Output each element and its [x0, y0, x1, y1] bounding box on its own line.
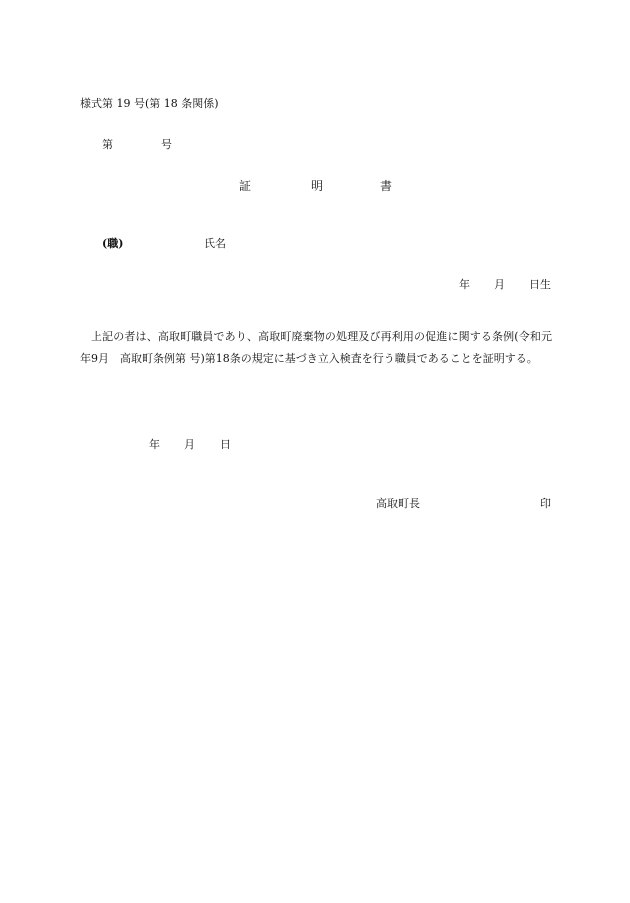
issue-month-label: 月: [184, 438, 195, 451]
birth-year-label: 年: [459, 278, 470, 291]
certificate-number-suffix: 号: [161, 138, 172, 151]
certificate-number-prefix: 第: [102, 138, 113, 151]
title-char-3: 書: [380, 179, 393, 193]
issue-day-label: 日: [220, 438, 231, 451]
position-label: (職): [102, 237, 124, 250]
title-char-1: 証: [239, 179, 252, 193]
issue-year-label: 年: [149, 438, 160, 451]
certificate-body-text: 上記の者は、高取町職員であり、高取町廃棄物の処理及び再利用の促進に関する条例(令和元年9月 高取町条例第 号)第18条の規定に基づき立入検査を行う職員であることを証明する。: [80, 330, 552, 365]
form-number-label: 様式第 19 号(第 18 条関係): [80, 97, 219, 110]
birth-day-label: 日生: [529, 278, 551, 291]
title-char-2: 明: [311, 179, 324, 193]
birth-month-label: 月: [494, 278, 505, 291]
name-label: 氏名: [204, 237, 226, 250]
seal-label: 印: [540, 497, 551, 510]
issuer-title: 高取町長: [376, 497, 420, 510]
